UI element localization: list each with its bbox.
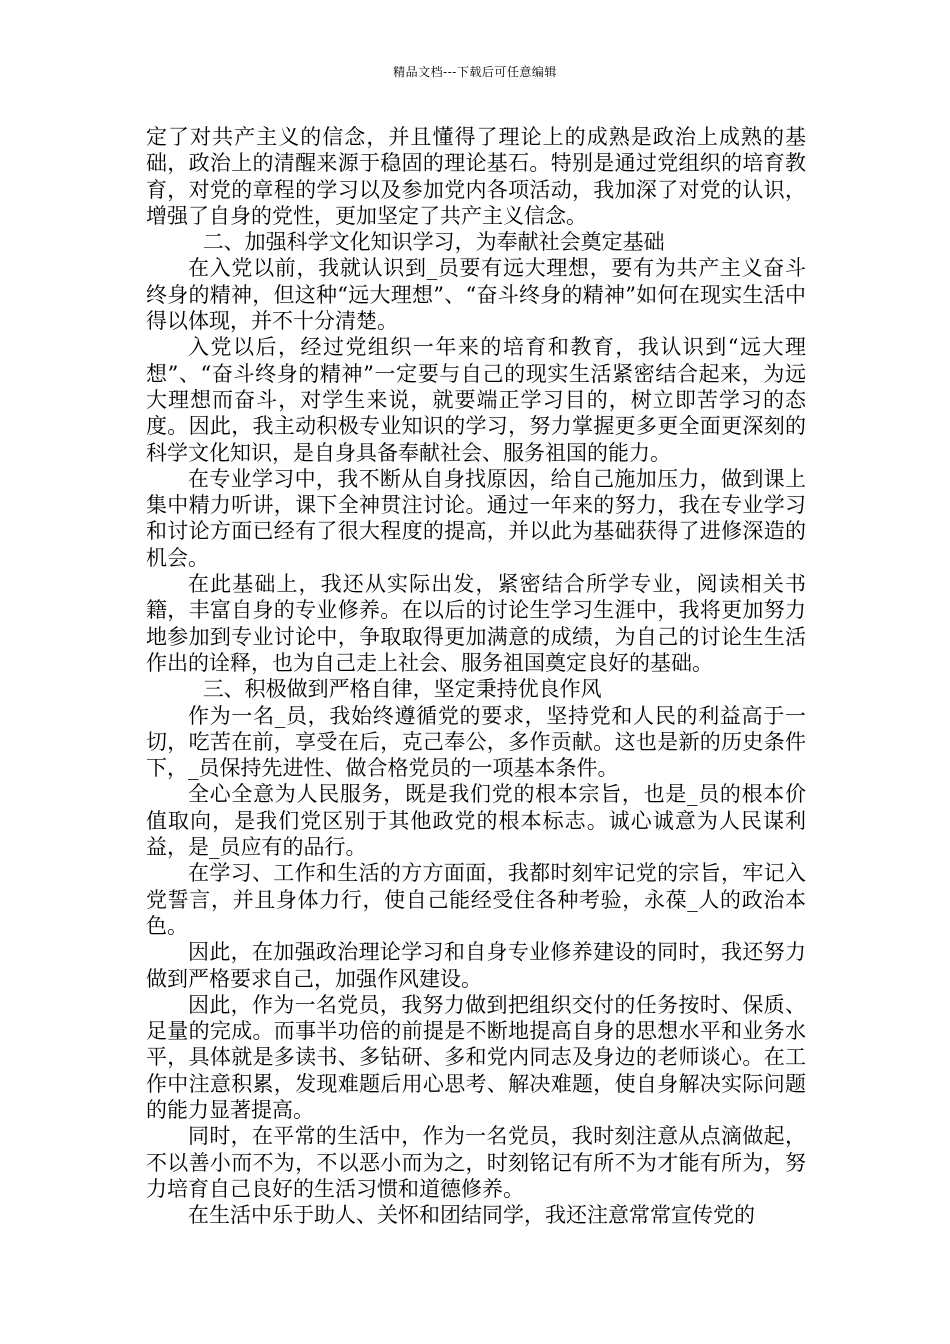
- paragraph: 因此，作为一名党员，我努力做到把组织交付的任务按时、保质、足量的完成。而事半功倍的前提是不断地提高自身的思想水平和业务水平，具体就是多读书、多钻研、多和党内同志及身边的老师谈心。在工作中注意积累，发现难题后用心思考、解决难题，使自身解决实际问题的能力显著提高。: [146, 992, 806, 1122]
- paragraph: 在此基础上，我还从实际出发，紧密结合所学专业，阅读相关书籍，丰富自身的专业修养。在以后的讨论生学习生涯中，我将更加努力地参加到专业讨论中，争取取得更加满意的成绩，为自己的讨论生生活作出的诠释，也为自己走上社会、服务祖国奠定良好的基础。: [146, 572, 806, 675]
- paragraph: 同时，在平常的生活中，作为一名党员，我时刻注意从点滴做起，不以善小而不为，不以恶小而为之，时刻铭记有所不为才能有所为，努力培育自己良好的生活习惯和道德修养。: [146, 1124, 806, 1201]
- page-header: 精品文档---下载后可任意编辑: [393, 65, 557, 79]
- paragraph: 全心全意为人民服务，既是我们党的根本宗旨，也是_员的根本价值取向，是我们党区别于其他政党的根本标志。诚心诚意为人民谋利益，是_员应有的品行。: [146, 782, 806, 860]
- document-body: [146, 124, 806, 1228]
- paragraph: 在入党以前，我就认识到_员要有远大理想，要有为共产主义奋斗终身的精神，但这种“远大理想”、“奋斗终身的精神”如何在现实生活中得以体现，并不十分清楚。: [146, 256, 806, 334]
- section-heading: 二、加强科学文化知识学习，为奉献社会奠定基础: [202, 230, 665, 255]
- paragraph: 在学习、工作和生活的方方面面，我都时刻牢记党的宗旨，牢记入党誓言，并且身体力行，使自己能经受住各种考验，永葆_人的政治本色。: [146, 861, 806, 938]
- paragraph: 在生活中乐于助人、关怀和团结同学，我还注意常常宣传党的: [188, 1203, 755, 1228]
- section-heading: 三、积极做到严格自律，坚定秉持优良作风: [202, 677, 602, 702]
- paragraph: 入党以后，经过党组织一年来的培育和教育，我认识到“远大理想”、“奋斗终身的精神”一定要与自己的现实生活紧密结合起来，为远大理想而奋斗，对学生来说，就要端正学习目的，树立即苦学习的态度。因此，我主动积极专业知识的学习，努力掌握更多更全面更深刻的科学文化知识，是自身具备奉献社会、服务祖国的能力。: [146, 335, 806, 465]
- paragraph: 在专业学习中，我不断从自身找原因，给自己施加压力，做到课上集中精力听讲，课下全神贯注讨论。通过一年来的努力，我在专业学习和讨论方面已经有了很大程度的提高，并以此为基础获得了进修深造的机会。: [146, 466, 806, 570]
- paragraph: 作为一名_员，我始终遵循党的要求，坚持党和人民的利益高于一切，吃苦在前，享受在后，克己奉公，多作贡献。这也是新的历史条件下，_员保持先进性、做合格党员的一项基本条件。: [146, 703, 806, 781]
- paragraph: 因此，在加强政治理论学习和自身专业修养建设的同时，我还努力做到严格要求自己，加强作风建设。: [146, 940, 806, 991]
- paragraph: 定了对共产主义的信念，并且懂得了理论上的成熟是政治上成熟的基础，政治上的清醒来源于稳固的理论基石。特别是通过党组织的培育教育，对党的章程的学习以及参加党内各项活动，我加深了对党的认识，增强了自身的党性，更加坚定了共产主义信念。: [146, 125, 806, 228]
